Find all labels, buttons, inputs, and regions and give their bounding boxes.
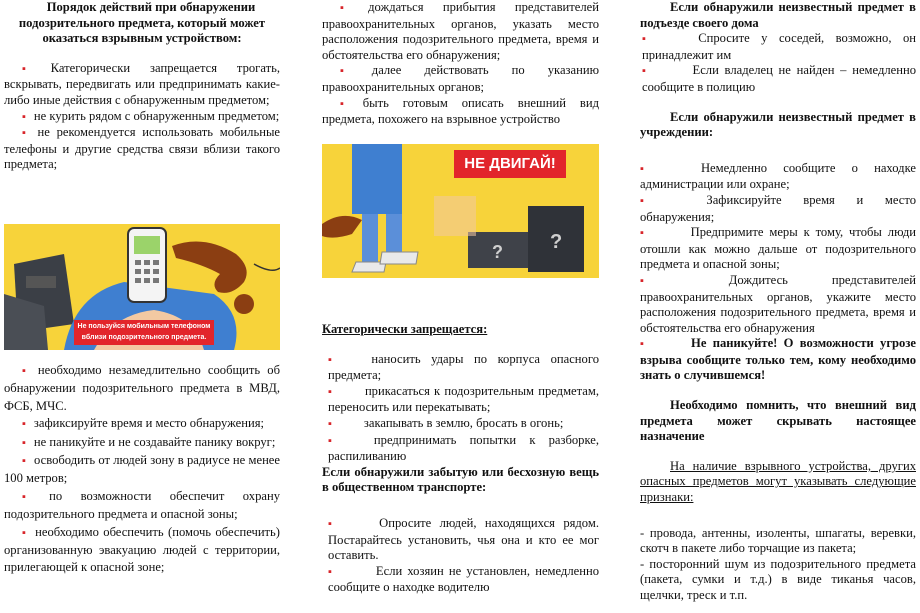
banner-caption-line-2: вблизи подозрительного предмета. [81,334,207,341]
list-item [322,516,599,564]
column-2-bottom [322,322,599,596]
list-item [640,63,916,95]
list-item-text: Предпримите меры к тому, чтобы люди отошли как можно дальше от подозрительного предмета и опасной зоны; [640,225,916,272]
list-item: ▪ по возможности обеспечит охрану подозрительного предмета и опасной зоны; [4,488,280,524]
list-item-text: закапывать в землю, бросать в огонь; [363,415,564,430]
list-item-text: наносить удары по корпуса опасного предмета; [328,351,599,383]
list-item: ▪ быть готовым описать внешний вид предмета, похожего на взрывное устройство [322,96,599,128]
phone-warning-illustration [4,224,280,350]
list-item-text: Дождитесь представителей правоохранительных органов, укажите место расположения подозрительного предмета, время и обстоятельства его обнаружения [640,272,916,335]
list-item: ▪ Категорически запрещается трогать, вскрывать, передвигать или предпринимать какие-либо иные действия с обнаруженным предметом; [4,61,280,109]
list-item-text: Спросите у соседей, возможно, он принадлежит им [642,31,916,62]
list-item: ▪ необходимо обеспечить (помочь обеспечить) организованную эвакуацию людей с территории, прилегающей к опасной зоне; [4,524,280,577]
entrance-title: Если обнаружили неизвестный предмет в подъезде своего дома [640,0,916,30]
list-item-text: Зафиксируйте время и место обнаружения; [640,192,916,224]
transport-title: Если обнаружили забытую или бесхозную вещь в общественном транспорте: [322,464,599,495]
remember-note: Необходимо помнить, что внешний вид предмета может скрывать настоящее назначение [640,398,916,444]
list-item-text: Немедленно сообщите о находке администрации или охране; [640,160,916,192]
list-item: ▪ зафиксируйте время и место обнаружения; [4,415,280,433]
svg-text:?: ? [550,231,563,253]
list-item-text: Если хозяин не установлен, немедленно сообщите о находке водителю [328,563,599,595]
list-item: ▪ дождаться прибытия представителей правоохранительных органов, указать место расположения подозрительного предмета, время и обстоятельства его обнаружения; [322,0,599,63]
list-item-text: Опросите людей, находящихся рядом. Постарайтесь установить, чья она и кто ее мог оставить. [328,515,599,563]
list-item [640,31,916,63]
forbidden-title: Категорически запрещается: [322,322,488,336]
list-item [322,433,599,465]
list-item: ▪ далее действовать по указанию правоохранительных органов; [322,63,599,95]
column-3 [640,0,916,604]
list-item: ▪ освободить от людей зону в радиусе не менее 100 метров; [4,452,280,488]
list-item [640,193,916,225]
list-item: ▪ необходимо незамедлительно сообщить об обнаружении подозрительного предмета в МВД, ФСБ, МЧС. [4,362,280,415]
svg-text:?: ? [492,242,503,262]
list-item: - провода, антенны, изоленты, шпагаты, веревки, скотч в пакете либо торчащие из пакета; [640,525,916,556]
list-item-text: прикасаться к подозрительным предметам, переносить или перекатывать; [328,383,599,415]
list-item-text: предпринимать попытки к разборке, распиливанию [328,432,599,464]
list-item: ▪ не паникуйте и не создавайте панику вокруг; [4,434,280,452]
signs-intro: На наличие взрывного устройства, других опасных предметов могут указывать следующие признаки: [640,458,916,505]
phone-warning-banner [74,320,214,345]
list-item [640,273,916,336]
list-item: ▪ не курить рядом с обнаруженным предметом; [4,109,280,126]
list-item-text: Если владелец не найден – немедленно сообщите в полицию [642,63,916,94]
column-1 [4,0,280,173]
list-item [322,416,599,433]
column-1-bottom [4,362,280,577]
list-item [322,384,599,416]
do-not-move-illustration [322,144,599,278]
list-item [322,564,599,596]
procedure-heading: Порядок действий при обнаружении подозрительного предмета, который может оказаться взрывным устройством: [18,0,266,46]
panic-warning-text: Не паникуйте! О возможности угрозе взрыва сообщите только тем, кому необходимо знать о случившемся! [640,336,916,383]
list-item [640,225,916,273]
list-item: - посторонний шум из подозрительного предмета (пакета, сумки и т.д.) в виде тиканья часов, щелчки, треск и т.п. [640,556,916,602]
list-item [640,161,916,193]
office-title: Если обнаружили неизвестный предмет в учреждении: [640,109,916,140]
list-item [322,352,599,384]
panic-warning [640,336,916,384]
do-not-move-sign: НЕ ДВИГАЙ! [454,150,566,178]
list-item: ▪ не рекомендуется использовать мобильные телефоны и другие средства связи вблизи такого предмета; [4,125,280,173]
banner-caption-line-1: Не пользуйся мобильным телефоном [77,323,211,330]
column-2 [322,0,599,128]
